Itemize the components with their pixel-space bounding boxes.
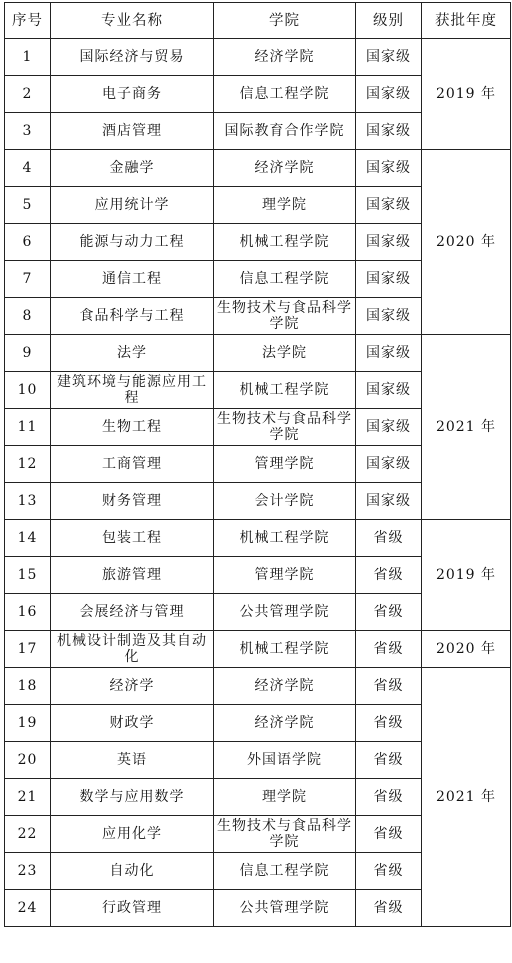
cell-level: 省级	[356, 557, 422, 594]
table-container	[4, 2, 511, 927]
cell-no: 4	[5, 150, 51, 187]
cell-major: 金融学	[51, 150, 214, 187]
cell-no: 5	[5, 187, 51, 224]
cell-no: 7	[5, 261, 51, 298]
table-row	[5, 631, 511, 668]
cell-college: 经济学院	[214, 150, 356, 187]
cell-college: 生物技术与食品科学学院	[214, 409, 356, 446]
cell-major: 会展经济与管理	[51, 594, 214, 631]
cell-level: 国家级	[356, 483, 422, 520]
cell-college: 公共管理学院	[214, 594, 356, 631]
table-row	[5, 150, 511, 187]
cell-level: 国家级	[356, 298, 422, 335]
cell-no: 23	[5, 853, 51, 890]
cell-major: 国际经济与贸易	[51, 39, 214, 76]
table-body	[5, 39, 511, 927]
cell-level: 国家级	[356, 76, 422, 113]
cell-level: 国家级	[356, 409, 422, 446]
cell-level: 省级	[356, 816, 422, 853]
cell-major: 通信工程	[51, 261, 214, 298]
cell-major: 电子商务	[51, 76, 214, 113]
cell-major: 能源与动力工程	[51, 224, 214, 261]
cell-major: 财务管理	[51, 483, 214, 520]
cell-level: 省级	[356, 705, 422, 742]
cell-no: 3	[5, 113, 51, 150]
cell-no: 21	[5, 779, 51, 816]
cell-level: 省级	[356, 520, 422, 557]
cell-year: 2020 年	[422, 631, 511, 668]
cell-level: 省级	[356, 779, 422, 816]
table-row	[5, 39, 511, 76]
cell-no: 9	[5, 335, 51, 372]
cell-college: 信息工程学院	[214, 76, 356, 113]
cell-no: 19	[5, 705, 51, 742]
cell-college: 经济学院	[214, 705, 356, 742]
cell-major: 旅游管理	[51, 557, 214, 594]
cell-level: 省级	[356, 631, 422, 668]
cell-major: 法学	[51, 335, 214, 372]
cell-college: 信息工程学院	[214, 261, 356, 298]
cell-level: 省级	[356, 890, 422, 927]
table-row	[5, 668, 511, 705]
cell-no: 17	[5, 631, 51, 668]
cell-level: 国家级	[356, 224, 422, 261]
cell-level: 国家级	[356, 335, 422, 372]
header-college: 学院	[214, 3, 356, 39]
cell-college: 经济学院	[214, 668, 356, 705]
cell-year: 2021 年	[422, 335, 511, 520]
cell-no: 18	[5, 668, 51, 705]
table-row	[5, 520, 511, 557]
cell-major: 经济学	[51, 668, 214, 705]
cell-major: 行政管理	[51, 890, 214, 927]
cell-major: 食品科学与工程	[51, 298, 214, 335]
cell-college: 理学院	[214, 187, 356, 224]
cell-major: 包装工程	[51, 520, 214, 557]
cell-no: 6	[5, 224, 51, 261]
cell-level: 国家级	[356, 39, 422, 76]
cell-major: 生物工程	[51, 409, 214, 446]
cell-no: 13	[5, 483, 51, 520]
cell-level: 省级	[356, 742, 422, 779]
header-major: 专业名称	[51, 3, 214, 39]
cell-major: 数学与应用数学	[51, 779, 214, 816]
cell-level: 国家级	[356, 187, 422, 224]
header-no: 序号	[5, 3, 51, 39]
cell-college: 机械工程学院	[214, 520, 356, 557]
header-row	[5, 3, 511, 39]
cell-college: 信息工程学院	[214, 853, 356, 890]
cell-major: 英语	[51, 742, 214, 779]
header-level: 级别	[356, 3, 422, 39]
cell-college: 理学院	[214, 779, 356, 816]
cell-college: 机械工程学院	[214, 224, 356, 261]
cell-no: 11	[5, 409, 51, 446]
cell-college: 公共管理学院	[214, 890, 356, 927]
cell-college: 管理学院	[214, 557, 356, 594]
cell-college: 机械工程学院	[214, 372, 356, 409]
cell-no: 8	[5, 298, 51, 335]
cell-college: 机械工程学院	[214, 631, 356, 668]
cell-college: 生物技术与食品科学学院	[214, 816, 356, 853]
cell-no: 24	[5, 890, 51, 927]
cell-college: 外国语学院	[214, 742, 356, 779]
cell-level: 国家级	[356, 113, 422, 150]
cell-college: 会计学院	[214, 483, 356, 520]
cell-college: 生物技术与食品科学学院	[214, 298, 356, 335]
cell-no: 10	[5, 372, 51, 409]
cell-major: 应用化学	[51, 816, 214, 853]
cell-no: 1	[5, 39, 51, 76]
cell-no: 12	[5, 446, 51, 483]
cell-no: 2	[5, 76, 51, 113]
cell-major: 工商管理	[51, 446, 214, 483]
cell-college: 管理学院	[214, 446, 356, 483]
cell-level: 省级	[356, 594, 422, 631]
cell-level: 国家级	[356, 446, 422, 483]
cell-level: 省级	[356, 668, 422, 705]
cell-year: 2019 年	[422, 39, 511, 150]
cell-year: 2019 年	[422, 520, 511, 631]
cell-level: 国家级	[356, 150, 422, 187]
cell-level: 省级	[356, 853, 422, 890]
cell-major: 酒店管理	[51, 113, 214, 150]
cell-major: 自动化	[51, 853, 214, 890]
header-year: 获批年度	[422, 3, 511, 39]
cell-no: 16	[5, 594, 51, 631]
cell-no: 20	[5, 742, 51, 779]
cell-level: 国家级	[356, 372, 422, 409]
cell-no: 14	[5, 520, 51, 557]
cell-major: 应用统计学	[51, 187, 214, 224]
cell-college: 国际教育合作学院	[214, 113, 356, 150]
cell-year: 2021 年	[422, 668, 511, 927]
majors-table	[4, 2, 511, 927]
cell-no: 15	[5, 557, 51, 594]
cell-no: 22	[5, 816, 51, 853]
cell-major: 财政学	[51, 705, 214, 742]
cell-level: 国家级	[356, 261, 422, 298]
table-row	[5, 335, 511, 372]
cell-year: 2020 年	[422, 150, 511, 335]
cell-major: 建筑环境与能源应用工程	[51, 372, 214, 409]
cell-major: 机械设计制造及其自动化	[51, 631, 214, 668]
table-header	[5, 3, 511, 39]
cell-college: 法学院	[214, 335, 356, 372]
cell-college: 经济学院	[214, 39, 356, 76]
